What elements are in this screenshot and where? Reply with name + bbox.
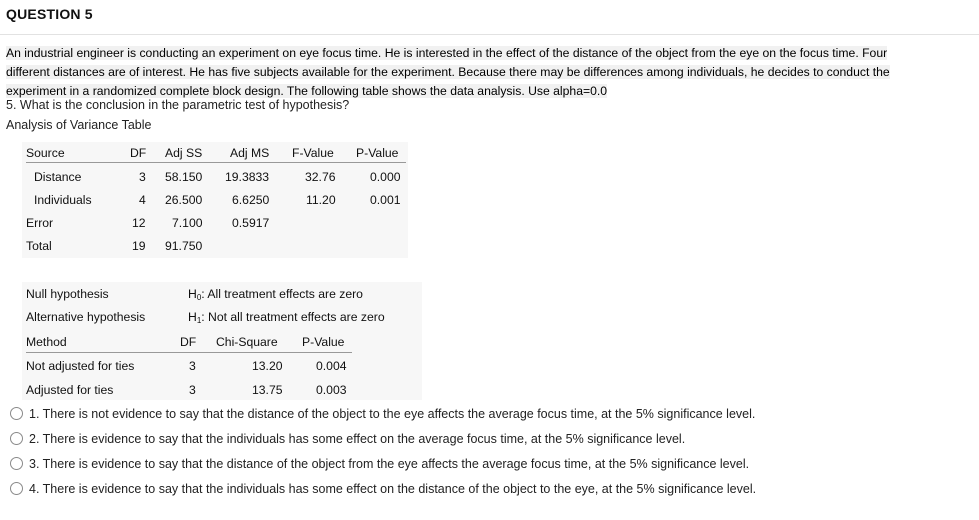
anova-row-error-ms: 0.5917	[232, 216, 270, 230]
chi-row-not-adjusted-chi: 13.20	[252, 359, 283, 373]
chi-header-rule	[26, 352, 352, 353]
answer-option-4-label[interactable]: 4. There is evidence to say that the individuals has some effect on the distance of the object to the eye, at the 5% significance level.	[29, 481, 757, 496]
anova-header-source: Source	[26, 146, 65, 160]
answer-option-1-label[interactable]: 1. There is not evidence to say that the distance of the object to the eye affects the average focus time, at the 5% significance level.	[29, 406, 756, 421]
anova-row-distance-df: 3	[139, 170, 146, 184]
answer-option-4[interactable]	[10, 476, 756, 501]
answer-option-2-label[interactable]: 2. There is evidence to say that the individuals has some effect on the average focus time, at the 5% significance level.	[29, 431, 686, 446]
anova-header-rule	[26, 162, 406, 163]
radio-button-2[interactable]	[10, 432, 23, 445]
anova-header-df: DF	[130, 146, 147, 160]
question-intro-text: An industrial engineer is conducting an experiment on eye focus time. He is interested in the effect of the distance of the object from the eye on the focus time. Four different distances are of interest. He has five subjects available for the experiment. Because there may be differences among individuals, he decides to conduct the experiment in a randomized complete block design. The following table shows the data analysis. Use alpha=0.0	[6, 46, 890, 98]
anova-row-individuals-source: Individuals	[34, 193, 92, 207]
chi-header-method: Method	[26, 335, 67, 349]
hypothesis-table	[22, 282, 422, 400]
anova-row-distance-ms: 19.3833	[225, 170, 270, 184]
anova-row-error-source: Error	[26, 216, 54, 230]
chi-row-not-adjusted-method: Not adjusted for ties	[26, 359, 135, 373]
anova-header-adj-ss: Adj SS	[165, 146, 203, 160]
anova-header-p-value: P-Value	[356, 146, 399, 160]
anova-row-individuals-ms: 6.6250	[232, 193, 270, 207]
anova-row-distance-source: Distance	[34, 170, 82, 184]
null-hypothesis-label: Null hypothesis	[26, 287, 109, 301]
anova-row-individuals-f: 11.20	[306, 193, 336, 207]
null-hypothesis-statement	[188, 287, 363, 302]
chi-row-adjusted-chi: 13.75	[252, 383, 283, 397]
chi-header-df: DF	[180, 335, 197, 349]
chi-row-adjusted-p: 0.003	[316, 383, 347, 397]
anova-row-individuals-ss: 26.500	[165, 193, 203, 207]
anova-row-total-df: 19	[132, 239, 146, 253]
anova-row-distance-f: 32.76	[305, 170, 336, 184]
anova-header-adj-ms: Adj MS	[230, 146, 270, 160]
anova-row-distance-ss: 58.150	[165, 170, 203, 184]
chi-row-not-adjusted-df: 3	[189, 359, 196, 373]
null-hypothesis-subscript: 0	[196, 293, 202, 302]
anova-row-individuals-df: 4	[139, 193, 146, 207]
question-prompt: 5. What is the conclusion in the parametric test of hypothesis?	[6, 98, 350, 112]
question-header	[0, 0, 979, 35]
anova-header-f-value: F-Value	[292, 146, 334, 160]
anova-table	[22, 142, 408, 258]
alt-hypothesis-statement	[188, 310, 385, 325]
radio-button-4[interactable]	[10, 482, 23, 495]
anova-row-error-df: 12	[132, 216, 146, 230]
anova-row-individuals-p: 0.001	[370, 193, 401, 207]
alt-hypothesis-label: Alternative hypothesis	[26, 310, 146, 324]
radio-button-3[interactable]	[10, 457, 23, 470]
answer-option-3[interactable]	[10, 451, 756, 476]
answer-option-3-label[interactable]: 3. There is evidence to say that the distance of the object from the eye affects the average focus time, at the 5% significance level.	[29, 456, 750, 471]
chi-header-p-value: P-Value	[302, 335, 345, 349]
radio-button-1[interactable]	[10, 407, 23, 420]
answer-options	[10, 401, 756, 501]
answer-option-1[interactable]	[10, 401, 756, 426]
anova-row-total-source: Total	[26, 239, 52, 253]
anova-table-title: Analysis of Variance Table	[6, 118, 152, 132]
null-hypothesis-text: : All treatment effects are zero	[201, 287, 363, 301]
alt-hypothesis-subscript: 1	[196, 316, 202, 325]
anova-row-error-ss: 7.100	[172, 216, 203, 230]
answer-option-2[interactable]	[10, 426, 756, 451]
chi-row-adjusted-method: Adjusted for ties	[26, 383, 114, 397]
chi-header-chi-square: Chi-Square	[216, 335, 278, 349]
chi-row-not-adjusted-p: 0.004	[316, 359, 347, 373]
chi-row-adjusted-df: 3	[189, 383, 196, 397]
question-title: QUESTION 5	[6, 6, 93, 22]
alt-hypothesis-text: : Not all treatment effects are zero	[201, 310, 385, 324]
question-intro	[6, 44, 926, 101]
anova-row-total-ss: 91.750	[165, 239, 203, 253]
alt-hypothesis-symbol: H	[188, 310, 197, 324]
null-hypothesis-symbol: H	[188, 287, 197, 301]
anova-row-distance-p: 0.000	[370, 170, 401, 184]
